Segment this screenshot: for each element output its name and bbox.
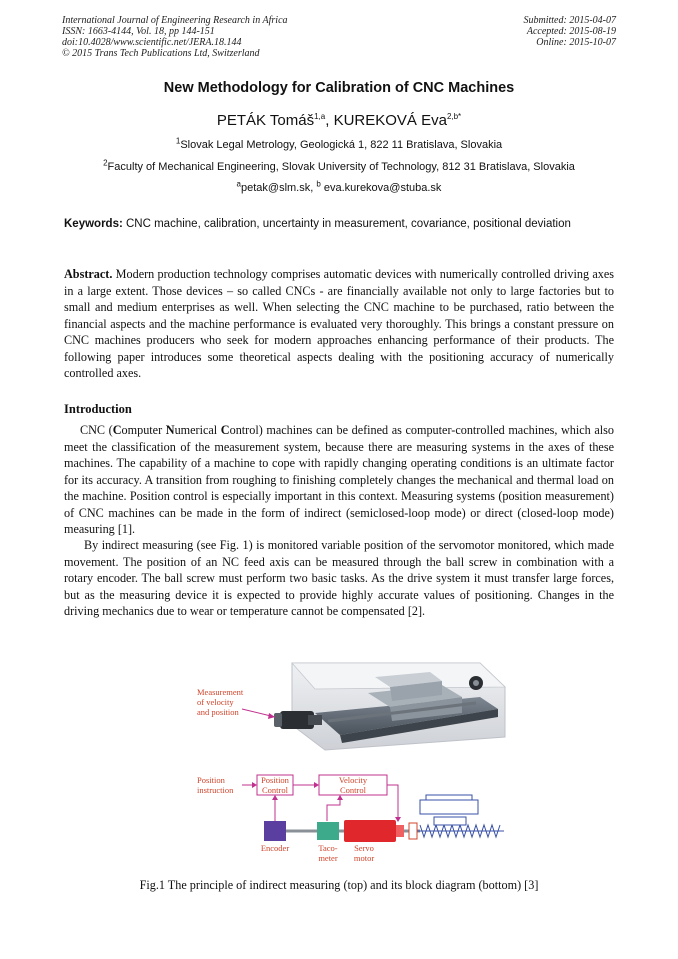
label-position-instruction-2: instruction — [197, 785, 234, 795]
intro-paragraph-2: By indirect measuring (see Fig. 1) is monitored variable position of the servomotor monitored, which made movement. The position of an NC feed axis can be measured through the ball screw in combination with a rotary encoder. The ball screw must perform two basic tasks. As the drive system it must transfer large forces, but as the measuring device it is expected to provide highly accurate values of positioning. Changes in the driving mechanics due to wear or temperature cannot be compensated [2]. — [64, 538, 614, 618]
label-servomotor-2: motor — [353, 853, 375, 863]
p1-omputer: omputer — [121, 423, 166, 437]
abstract-label: Abstract. — [64, 267, 113, 281]
label-tacometer-2: meter — [318, 853, 338, 863]
author-2-sup: 2,b* — [446, 112, 462, 121]
author-2: KUREKOVÁ Eva — [333, 112, 447, 129]
abstract-text: Modern production technology comprises automatic devices with numerically controlled driving axes in a large extent. Those devices – so called CNCs - are financially available not only to large factories but to small and medium enterprises as well. When selecting the CNC machine to be purchased, ratio between the financial aspects and the machine performance is evaluated very thoroughly. This brings a constant pressure on CNC machines producers who seek for modern approaches enhancing performance of their products. The following paper introduces some theoretical aspects dealing with the positioning accuracy of numerically controlled axes. — [64, 267, 614, 380]
author-1-sup: 1,a — [314, 112, 326, 121]
aff2-sup: 2 — [103, 158, 108, 168]
email-b-sup: b — [316, 179, 321, 189]
figure-1-caption: Fig.1 The principle of indirect measuring (top) and its block diagram (bottom) [3] — [139, 878, 539, 892]
keywords-text: CNC machine, calibration, uncertainty in measurement, covariance, positional deviation — [122, 218, 571, 230]
label-position-instruction-1: Position — [197, 775, 225, 785]
author-1: PETÁK Tomáš — [216, 112, 315, 129]
servomotor-block — [344, 820, 396, 842]
journal-copyright: © 2015 Trans Tech Publications Ltd, Switzerland — [62, 48, 260, 59]
label-tacometer-1: Taco- — [318, 843, 338, 853]
p1-rest: ontrol) machines can be defined as computer-controlled machines, which also meet the classification of the measurement system, because there are measuring systems in the axes of these machines. The capability of a machine to cope with rapidly changing operating conditions is an ultimate factor for its accuracy. A transition from roughing to finishing completely changes the mechanical and thermal load on the machine. Position control is especially important in this context. Measuring systems (position measurement) of CNC machines can be made in the form of indirect (semiclosed-loop mode) or direct (closed-loop mode) measuring [1]. — [64, 423, 614, 536]
label-and-position: and position — [197, 707, 239, 717]
label-position-control-1: Position — [261, 775, 289, 785]
email-b: eva.kurekova@stuba.sk — [320, 182, 442, 194]
journal-name: International Journal of Engineering Research in Africa — [62, 15, 288, 26]
author-separator: , — [325, 112, 334, 129]
intro-paragraph-1 — [64, 422, 614, 538]
label-position-control-2: Control — [262, 785, 288, 795]
label-servomotor-1: Servo — [354, 843, 374, 853]
encoder-block — [264, 821, 286, 841]
keywords-label: Keywords: — [64, 218, 123, 230]
figure-1-illustration — [180, 655, 510, 870]
author-line — [0, 112, 678, 129]
aff1-text: Slovak Legal Metrology, Geologická 1, 822 11 Bratislava, Slovakia — [180, 139, 503, 151]
p1-bold-c: C — [112, 423, 122, 437]
journal-doi: doi:10.4028/www.scientific.net/JERA.18.144 — [62, 37, 242, 48]
label-velocity-control-2: Control — [340, 785, 366, 795]
label-encoder: Encoder — [260, 843, 290, 853]
keywords — [64, 217, 614, 231]
aff2-text: Faculty of Mechanical Engineering, Slovak University of Technology, 812 31 Bratislava, Slovakia — [107, 161, 575, 173]
email-a: petak@slm.sk, — [241, 182, 317, 194]
email-a-sup: a — [236, 179, 241, 189]
label-of-velocity: of velocity — [197, 697, 234, 707]
emails — [0, 179, 678, 194]
tacometer-block — [317, 822, 339, 840]
section-heading-introduction: Introduction — [64, 402, 132, 416]
label-velocity-control-1: Velocity — [338, 775, 368, 785]
affiliation-2 — [0, 158, 678, 173]
p1-bold-c2: C — [220, 423, 230, 437]
p1-bold-n: N — [165, 423, 175, 437]
block-diagram — [197, 775, 504, 863]
p1-start: CNC ( — [80, 423, 113, 437]
aff1-sup: 1 — [175, 136, 181, 146]
date-online: Online: 2015-10-07 — [536, 37, 616, 48]
paper-title: New Methodology for Calibration of CNC Machines — [163, 80, 515, 96]
p1-umerical: umerical — [174, 423, 221, 437]
journal-header — [62, 15, 288, 59]
journal-issn: ISSN: 1663-4144, Vol. 18, pp 144-151 — [62, 26, 215, 37]
date-accepted: Accepted: 2015-08-19 — [526, 26, 616, 37]
affiliation-1 — [0, 136, 678, 151]
figure-1 — [180, 655, 510, 870]
dates-header — [524, 15, 617, 48]
date-submitted: Submitted: 2015-04-07 — [523, 15, 616, 26]
abstract — [64, 266, 614, 382]
machine-illustration — [242, 663, 505, 750]
label-measurement: Measurement — [197, 687, 244, 697]
